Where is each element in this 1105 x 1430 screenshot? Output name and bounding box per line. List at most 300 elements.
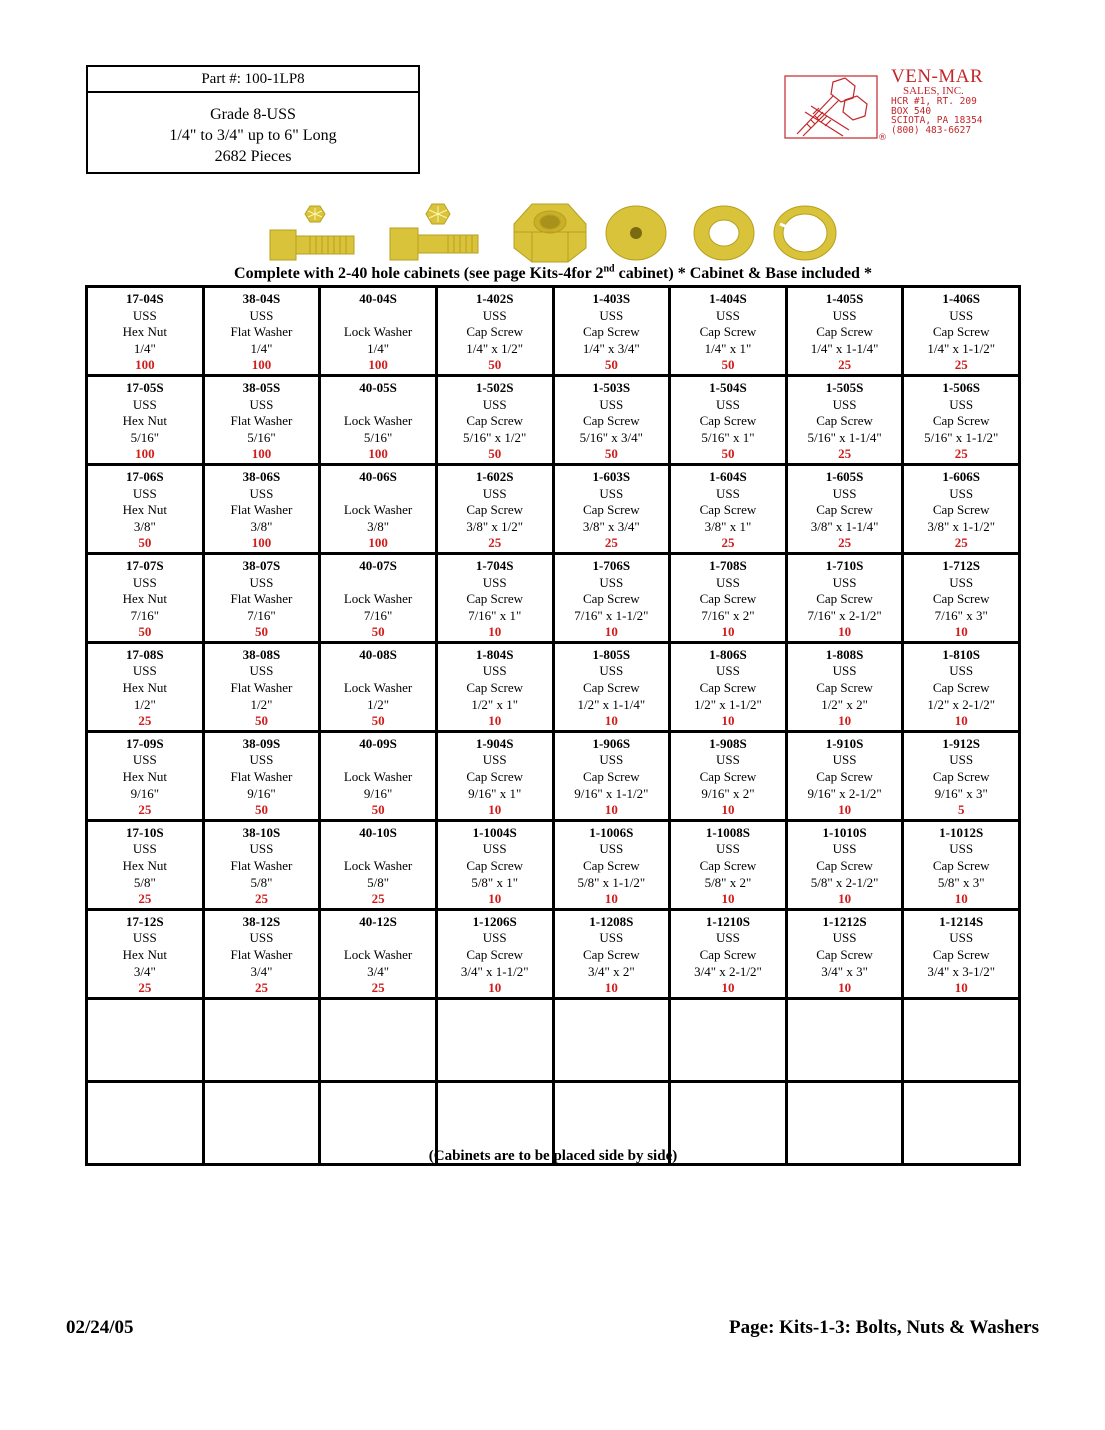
grid-cell: [786, 375, 903, 464]
grid-row: [87, 553, 1020, 642]
part-type: Cap Screw: [816, 858, 873, 873]
grid-cell: [436, 642, 553, 731]
parts-illustration: [262, 200, 842, 264]
part-entry: [671, 288, 785, 374]
part-code: 1-403S: [592, 291, 631, 306]
part-type: Cap Screw: [466, 946, 524, 962]
part-size: 9/16" x 3": [934, 785, 988, 801]
cap-screw-icon: [386, 202, 482, 262]
part-size: 1/2": [367, 696, 390, 712]
part-size: 5/8": [367, 874, 390, 890]
grid-cell: [87, 553, 204, 642]
part-entry: [904, 466, 1018, 552]
grid-cell: [553, 820, 670, 909]
grid-cell: [553, 553, 670, 642]
part-size: 1/2" x 2-1/2": [927, 696, 996, 712]
part-code: 1-604S: [709, 468, 747, 484]
grid-cell: [203, 464, 320, 553]
part-entry: [438, 822, 552, 908]
cabinet-note-before: Complete with 2-40 hole cabinets (see page Kits-4for 2: [234, 265, 604, 282]
part-qty: 10: [954, 891, 968, 907]
empty-cell: [87, 998, 204, 1081]
part-std: USS: [482, 752, 507, 768]
part-std: USS: [482, 574, 507, 590]
part-qty: 10: [604, 802, 618, 818]
part-size: 9/16": [363, 785, 393, 801]
part-type: Flat Washer: [230, 324, 293, 340]
part-size: 7/16" x 2": [701, 607, 755, 623]
part-code: 38-12S: [242, 913, 281, 929]
part-code: 40-05S: [359, 379, 397, 395]
part-code: 38-04S: [242, 291, 281, 306]
flat-washer-icon: [604, 204, 668, 262]
part-code: 1-1212S: [822, 913, 867, 929]
part-qty: 25: [721, 535, 735, 551]
part-std: USS: [482, 930, 507, 946]
grid-cell: [903, 553, 1020, 642]
part-code: 38-06S: [242, 468, 281, 484]
empty-cell: [670, 998, 787, 1081]
part-std: USS: [482, 663, 507, 679]
part-code: 38-05S: [242, 379, 281, 395]
part-type: Lock Washer: [343, 680, 413, 696]
part-std: USS: [599, 841, 624, 857]
empty-cell: [436, 998, 553, 1081]
part-qty: 10: [721, 713, 735, 729]
part-type: Cap Screw: [816, 946, 873, 962]
grid-row: [87, 464, 1020, 553]
part-entry: [555, 644, 669, 730]
company-address-3: SCIOTA, PA 18354: [891, 115, 983, 127]
part-type: Hex Nut: [122, 591, 168, 607]
part-entry: [205, 822, 319, 908]
part-qty: 25: [138, 980, 152, 996]
part-code: 1-606S: [942, 468, 980, 484]
part-qty: 10: [604, 980, 618, 996]
part-type: Lock Washer: [343, 502, 413, 518]
part-qty: 100: [251, 535, 272, 551]
part-std: USS: [949, 574, 974, 590]
part-std: USS: [482, 485, 507, 501]
part-type: Cap Screw: [932, 324, 990, 340]
part-qty: 100: [135, 357, 155, 373]
part-entry: [321, 911, 435, 997]
part-size: 3/4" x 2-1/2": [694, 963, 762, 979]
part-qty: 50: [604, 357, 618, 373]
part-type: Hex Nut: [122, 324, 168, 340]
part-type: Cap Screw: [582, 591, 640, 607]
part-type: Cap Screw: [699, 858, 757, 873]
part-std: USS: [599, 752, 624, 768]
part-std: USS: [482, 307, 507, 323]
part-qty: 50: [371, 802, 385, 818]
part-entry: [788, 466, 902, 552]
grid-cell: [786, 287, 903, 376]
part-qty: 10: [721, 624, 735, 640]
part-type: Flat Washer: [230, 591, 293, 607]
part-std: USS: [249, 485, 274, 501]
part-qty: 25: [254, 980, 268, 996]
part-qty: 25: [488, 535, 502, 551]
part-size: 5/16" x 1/2": [463, 429, 527, 445]
part-std: USS: [249, 307, 274, 323]
logo-text: [891, 67, 983, 135]
part-entry: [88, 555, 202, 641]
part-entry: [671, 377, 785, 463]
part-size: 3/8" x 1/2": [466, 518, 524, 534]
part-std: USS: [132, 930, 157, 946]
part-qty: 25: [838, 357, 852, 373]
part-entry: [205, 377, 319, 463]
part-size: 1/4" x 1": [704, 340, 752, 356]
part-number: Part #: 100-1LP8: [88, 67, 418, 93]
part-type: Cap Screw: [816, 591, 873, 607]
grid-cell: [203, 642, 320, 731]
part-type: Cap Screw: [816, 413, 873, 429]
part-qty: 50: [254, 713, 268, 729]
part-code: 1-908S: [709, 735, 747, 751]
grid-cell: [87, 287, 204, 376]
part-type: Hex Nut: [122, 946, 168, 962]
part-std: [321, 575, 435, 592]
part-std: USS: [132, 841, 157, 857]
part-size: 9/16" x 1-1/2": [574, 785, 649, 801]
part-qty: 50: [488, 357, 502, 373]
part-size: 3/8" x 1-1/4": [810, 518, 879, 534]
part-entry: [904, 377, 1018, 463]
part-type: Cap Screw: [699, 946, 757, 962]
grid-cell: [203, 375, 320, 464]
part-size: 3/4" x 3-1/2": [927, 963, 996, 979]
cap-screw-icon: [266, 202, 358, 262]
part-std: [321, 486, 435, 503]
part-size: 5/16" x 1-1/2": [924, 429, 999, 445]
grid-cell: [670, 642, 787, 731]
part-std: USS: [832, 396, 857, 412]
part-code: 38-10S: [242, 824, 281, 840]
part-size: 7/16" x 1": [468, 607, 522, 623]
part-size: 1/2" x 1": [471, 696, 519, 712]
part-type: Cap Screw: [932, 591, 990, 607]
part-entry: [788, 644, 902, 730]
grid-row: [87, 375, 1020, 464]
part-std: [321, 397, 435, 414]
grid-cell: [670, 553, 787, 642]
part-std: USS: [716, 930, 740, 946]
part-entry: [788, 911, 902, 997]
part-qty: 50: [254, 624, 268, 640]
part-entry: [205, 644, 319, 730]
part-size: 3/8": [367, 518, 390, 534]
part-type: Cap Screw: [932, 946, 990, 962]
part-type: Cap Screw: [816, 324, 873, 340]
part-qty: 10: [488, 802, 502, 818]
part-code: 40-09S: [359, 735, 397, 751]
part-qty: 10: [721, 802, 735, 818]
part-std: USS: [132, 663, 157, 679]
cabinet-note: [86, 264, 1020, 284]
grid-cell: [670, 909, 787, 998]
part-entry: [438, 555, 552, 641]
part-type: Cap Screw: [932, 680, 990, 696]
part-size: 1/4": [133, 340, 156, 356]
part-std: USS: [949, 663, 974, 679]
part-type: Cap Screw: [466, 413, 524, 429]
grid-row: [87, 731, 1020, 820]
part-code: 1-912S: [942, 735, 980, 751]
part-qty: 50: [721, 357, 735, 373]
part-type: Flat Washer: [230, 680, 293, 696]
part-code: 1-405S: [825, 291, 864, 306]
part-size: 7/16" x 3": [934, 607, 988, 623]
part-code: 1-505S: [825, 379, 864, 395]
part-qty: 25: [954, 357, 968, 373]
part-entry: [88, 288, 202, 374]
grid-cell: [903, 642, 1020, 731]
part-entry: [205, 555, 319, 641]
part-qty: 100: [251, 357, 272, 373]
part-code: 1-710S: [825, 557, 864, 573]
part-std: USS: [599, 485, 624, 501]
part-qty: 100: [368, 535, 388, 551]
part-qty: 25: [371, 891, 385, 907]
part-code: 17-07S: [126, 557, 164, 573]
grid-row: [87, 287, 1020, 376]
grid-cell: [786, 731, 903, 820]
part-size: 1/4" x 1/2": [466, 340, 524, 356]
empty-cell: [553, 998, 670, 1081]
grid-cell: [786, 464, 903, 553]
part-type: Cap Screw: [582, 413, 640, 429]
part-size: 7/16" x 1-1/2": [574, 607, 649, 623]
part-qty: 50: [604, 446, 618, 462]
part-description: [88, 93, 418, 167]
part-type: Cap Screw: [699, 769, 757, 785]
part-std: [321, 308, 435, 325]
part-size: 9/16": [247, 785, 276, 801]
part-type: Cap Screw: [816, 680, 873, 696]
part-size: 5/8" x 3": [937, 874, 985, 890]
part-type: Cap Screw: [582, 680, 640, 696]
part-entry: [88, 466, 202, 552]
grid-cell: [903, 375, 1020, 464]
part-qty: 10: [604, 624, 618, 640]
part-size: 1/4" x 3/4": [582, 340, 640, 356]
grid-cell: [436, 464, 553, 553]
part-qty: 100: [135, 446, 155, 462]
part-type: Hex Nut: [122, 680, 168, 696]
part-type: Hex Nut: [122, 769, 168, 785]
part-std: USS: [249, 841, 274, 857]
grid-cell: [203, 553, 320, 642]
part-code: 1-1004S: [472, 824, 517, 840]
part-code: 1-1208S: [589, 913, 634, 929]
part-entry: [438, 466, 552, 552]
grid-cell: [320, 553, 437, 642]
part-entry: [904, 733, 1018, 819]
part-size: 3/4": [250, 963, 273, 979]
part-code: 40-06S: [359, 468, 397, 484]
part-std: USS: [249, 752, 274, 768]
part-size: 9/16" x 1": [468, 785, 522, 801]
part-code: 1-404S: [709, 291, 747, 306]
part-qty: 25: [138, 802, 152, 818]
part-entry: [438, 288, 552, 374]
part-entry: [438, 377, 552, 463]
part-code: 40-07S: [359, 557, 397, 573]
part-std: USS: [132, 307, 157, 323]
grid-cell: [87, 909, 204, 998]
part-entry: [321, 377, 435, 463]
grid-cell: [553, 642, 670, 731]
part-qty: 25: [838, 446, 852, 462]
part-std: USS: [716, 307, 740, 323]
part-size: 3/8": [133, 518, 156, 534]
grid-cell: [87, 642, 204, 731]
part-qty: 10: [954, 980, 968, 996]
grid-cell: [553, 287, 670, 376]
part-type: Cap Screw: [466, 591, 524, 607]
part-entry: [205, 911, 319, 997]
company-address-1: HCR #1, RT. 209: [891, 96, 977, 107]
part-size: 5/8" x 2-1/2": [810, 874, 879, 890]
part-std: USS: [949, 307, 974, 323]
part-code: 1-605S: [825, 468, 864, 484]
part-code: 38-07S: [242, 557, 281, 573]
grid-cell: [87, 731, 204, 820]
part-entry: [671, 555, 785, 641]
grid-cell: [436, 731, 553, 820]
part-size: 1/4" x 1-1/4": [810, 340, 879, 356]
part-entry: [205, 733, 319, 819]
part-entry: [321, 644, 435, 730]
part-qty: 10: [838, 624, 852, 640]
empty-row: [87, 998, 1020, 1081]
page-title: Page: Kits-1-3: Bolts, Nuts & Washers: [729, 1317, 1039, 1338]
registered-mark: ®: [878, 133, 887, 142]
part-size: 1/4": [367, 340, 390, 356]
part-entry: [438, 644, 552, 730]
part-size: 3/4": [367, 963, 390, 979]
part-qty: 25: [954, 535, 968, 551]
part-code: 1-1012S: [939, 824, 984, 840]
empty-cell: [320, 998, 437, 1081]
grid-cell: [903, 287, 1020, 376]
part-code: 40-10S: [359, 824, 397, 840]
part-std: USS: [132, 574, 157, 590]
part-size: 9/16": [130, 785, 160, 801]
part-code: 1-1210S: [705, 913, 750, 929]
part-type: Cap Screw: [582, 858, 640, 873]
part-std: USS: [482, 396, 507, 412]
part-code: 40-12S: [359, 913, 397, 929]
part-std: [321, 752, 435, 769]
part-code: 1-603S: [592, 468, 631, 484]
grid-cell: [87, 464, 204, 553]
grid-cell: [203, 909, 320, 998]
grid-cell: [786, 553, 903, 642]
grid-cell: [786, 909, 903, 998]
part-code: 38-09S: [242, 735, 281, 751]
part-code: 1-1214S: [939, 913, 984, 929]
part-type: Flat Washer: [230, 946, 293, 962]
part-code: 1-406S: [942, 291, 980, 306]
grid-cell: [436, 553, 553, 642]
grid-cell: [903, 909, 1020, 998]
part-type: Lock Washer: [343, 946, 413, 962]
part-qty: 50: [488, 446, 502, 462]
part-type: Flat Washer: [230, 858, 293, 873]
grid-cell: [203, 820, 320, 909]
part-size: 9/16" x 2": [701, 785, 755, 801]
grid-cell: [87, 820, 204, 909]
part-code: 40-04S: [359, 291, 397, 306]
part-code: 1-506S: [942, 379, 980, 395]
grid-cell: [203, 287, 320, 376]
part-qty: 10: [954, 713, 968, 729]
part-entry: [904, 288, 1018, 374]
part-std: USS: [949, 396, 974, 412]
part-code: 17-10S: [126, 824, 164, 840]
part-std: USS: [716, 752, 740, 768]
part-qty: 100: [368, 357, 388, 373]
empty-cell: [203, 998, 320, 1081]
grid-cell: [903, 820, 1020, 909]
part-std: USS: [249, 930, 274, 946]
part-type: Lock Washer: [343, 413, 413, 429]
part-std: USS: [599, 574, 624, 590]
part-size: 7/16" x 2-1/2": [807, 607, 882, 623]
grid-cell: [553, 731, 670, 820]
part-code: 1-402S: [475, 291, 514, 306]
part-code: 1-712S: [942, 557, 980, 573]
part-type: Hex Nut: [122, 502, 168, 518]
part-code: 17-09S: [126, 735, 164, 751]
part-qty: 10: [604, 713, 618, 729]
part-entry: [788, 377, 902, 463]
part-std: USS: [599, 307, 624, 323]
part-size: 1/2" x 1-1/2": [694, 696, 762, 712]
part-type: Cap Screw: [816, 769, 873, 785]
part-type: Cap Screw: [932, 413, 990, 429]
part-std: USS: [716, 663, 740, 679]
part-code: 1-805S: [592, 646, 631, 662]
part-entry: [555, 466, 669, 552]
part-std: USS: [599, 663, 624, 679]
part-size: 1/4" x 1-1/2": [927, 340, 996, 356]
part-code: 1-1010S: [822, 824, 867, 840]
part-qty: 25: [371, 980, 385, 996]
part-qty: 25: [138, 891, 152, 907]
part-entry: [788, 288, 902, 374]
part-qty: 10: [488, 624, 502, 640]
part-entry: [321, 733, 435, 819]
part-entry: [671, 466, 785, 552]
part-code: 1-810S: [942, 646, 980, 662]
part-type: Cap Screw: [699, 413, 757, 429]
part-std: USS: [832, 841, 857, 857]
lock-washer-icon: [772, 204, 838, 262]
placement-note: (Cabinets are to be placed side by side): [428, 1148, 678, 1164]
ven-mar-logo: [783, 66, 1023, 142]
flat-washer-icon: [692, 204, 756, 262]
part-piece-count: 2682 Pieces: [214, 148, 292, 165]
part-std: USS: [832, 307, 857, 323]
part-code: 17-08S: [126, 646, 164, 662]
part-size: 3/8" x 1": [704, 518, 752, 534]
part-entry: [205, 466, 319, 552]
part-qty: 50: [721, 446, 735, 462]
